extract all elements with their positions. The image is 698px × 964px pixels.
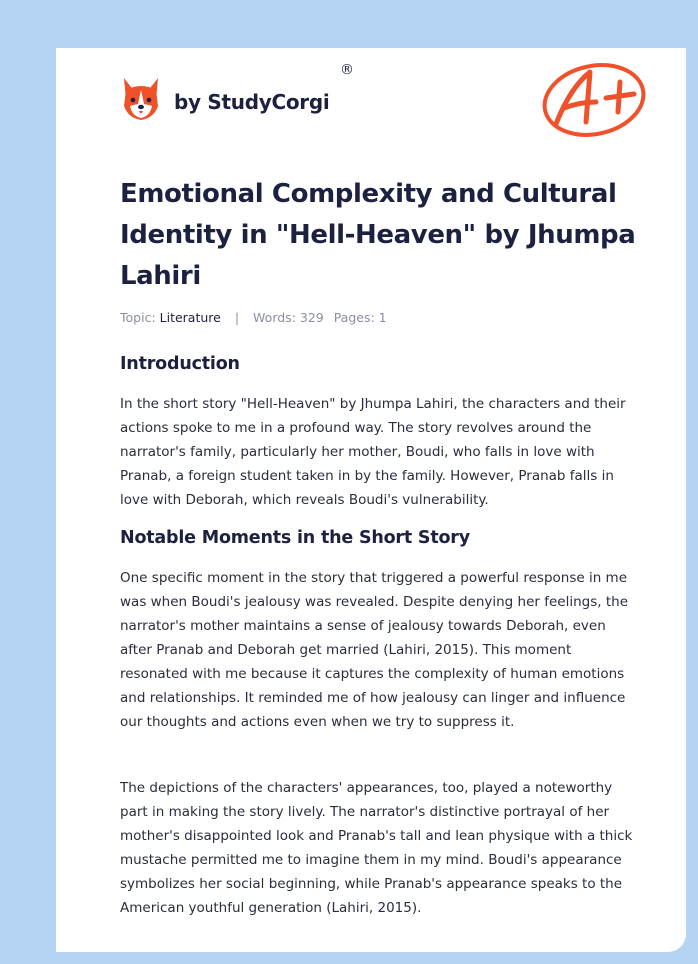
paragraph: One specific moment in the story that triggered a powerful response in me was when Boudi's jealousy was revealed. Despite denying her feelings, the narrator's mother maintains a sense of jealousy towards Deborah, even after Pranab and Deborah get married (Lahiri, 2015). This moment resonated with me because it captures the complexity of human emotions and relationships. It reminded me of how jealousy can linger and influence our thoughts and actions even when we try to suppress it. xyxy=(120,570,629,730)
essay-title: Emotional Complexity and Cultural Identity in "Hell-Heaven" by Jhumpa Lahiri xyxy=(120,179,636,291)
section-heading: Introduction xyxy=(120,354,240,374)
paragraph: In the short story "Hell-Heaven" by Jhumpa Lahiri, the characters and their actions spoke to me in a profound way. The story revolves around the narrator's family, particularly her mother, Boudi, who falls in love with Pranab, a foreign student taken in by the family. However, Pranab falls in love with Deborah, which reveals Boudi's vulnerability. xyxy=(120,396,626,508)
brand-name: by StudyCorgi xyxy=(174,90,330,114)
word-count: Words: 329 xyxy=(253,310,324,325)
document-page xyxy=(56,48,686,952)
section-heading: Notable Moments in the Short Story xyxy=(120,528,470,548)
topic-link[interactable]: Literature xyxy=(159,310,221,325)
meta-separator: | xyxy=(234,310,240,325)
a-plus-grade-icon xyxy=(536,58,654,140)
topic-label: Topic: xyxy=(120,310,156,325)
studycorgi-logo[interactable] xyxy=(120,76,329,122)
page-count: Pages: 1 xyxy=(333,310,387,325)
paragraph: The depictions of the characters' appearances, too, played a noteworthy part in making the story lively. The narrator's distinctive portrayal of her mother's disappointed look and Pranab's tall and lean physique with a thick mustache permitted me to imagine them in my mind. Boudi's appearance symbolizes her social beginning, while Pranab's appearance speaks to the American youthful generation (Lahiri, 2015). xyxy=(120,780,633,916)
corgi-icon xyxy=(120,76,162,122)
essay-meta xyxy=(120,310,387,325)
registered-mark: ® xyxy=(340,62,354,78)
